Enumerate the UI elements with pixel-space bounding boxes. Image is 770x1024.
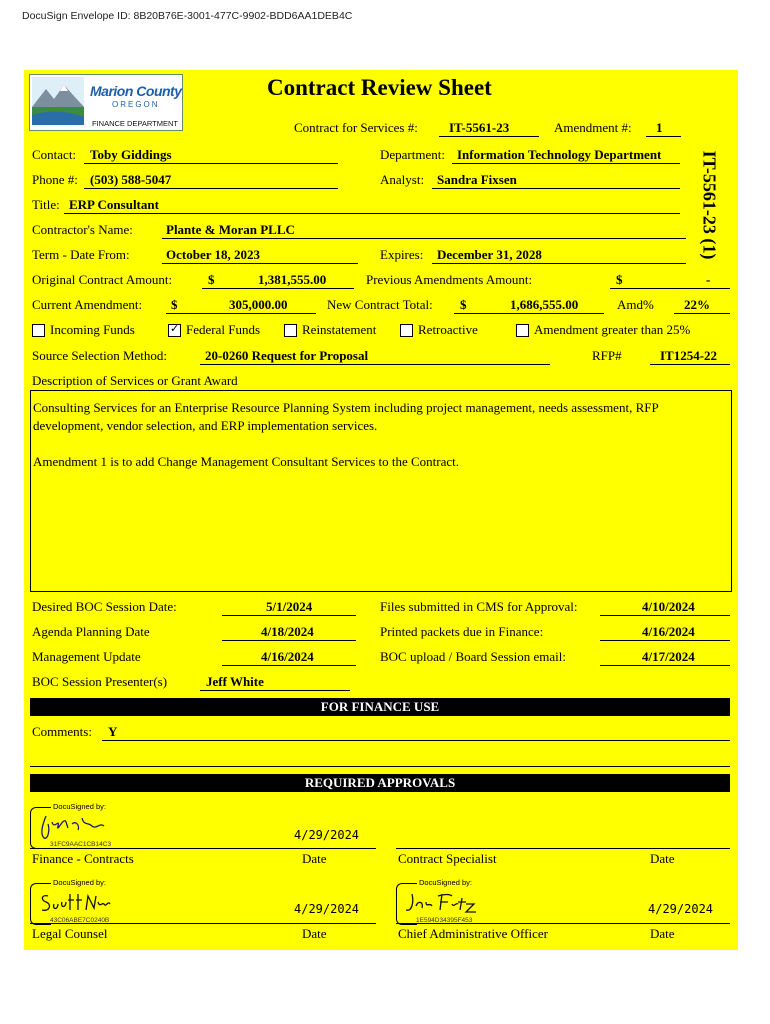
checkmark-icon: ✓ [170,323,180,335]
finance-signature-block [30,804,122,848]
source-selection-label: Source Selection Method: [32,348,168,363]
reinstatement-checkbox[interactable] [284,324,297,337]
new-total-value: 1,686,555.00 [510,297,579,312]
mountain-logo-icon [32,77,84,125]
title-label: Title: [32,197,60,212]
contract-specialist-date-label: Date [650,851,675,866]
amd-percent-value: 22% [684,297,710,312]
amendment-no-label: Amendment #: [554,120,632,135]
comments-value: Y [108,724,118,739]
contract-for-services-value: IT-5561-23 [449,120,510,135]
phone-value: (503) 588-5047 [90,172,172,187]
marion-county-logo [29,74,183,131]
source-selection-value: 20-0260 Request for Proposal [205,348,369,363]
reinstatement-label: Reinstatement [302,322,377,337]
new-total-currency: $ [460,297,467,312]
amendment-no-value: 1 [656,120,663,135]
signature-jeff-white [34,812,114,842]
boc-upload-value: 4/17/2024 [642,649,695,664]
finance-date-label: Date [302,851,327,866]
expires-value: December 31, 2028 [437,247,542,262]
legal-signature-hash: 43C06ABE7C0240B [50,917,110,924]
contact-label: Contact: [32,147,77,162]
docusigned-by-label: DocuSigned by: [419,878,472,887]
previous-amendments-label: Previous Amendments Amount: [366,272,533,287]
previous-amendments-value: - [706,272,711,287]
finance-signature-hash: 31FC9AAC1CB14C3 [50,841,112,848]
mgmt-update-label: Management Update [32,649,141,664]
finance-date-value: 4/29/2024 [294,828,360,842]
current-amendment-label: Current Amendment: [32,297,143,312]
phone-label: Phone #: [32,172,78,187]
previous-amendments-currency: $ [616,272,623,287]
files-cms-value: 4/10/2024 [642,599,695,614]
title-value: ERP Consultant [69,197,159,212]
department-label: Department: [380,147,445,162]
legal-counsel-label: Legal Counsel [32,926,108,941]
cao-signature-block [396,880,488,924]
contact-value: Toby Giddings [90,147,172,162]
finance-contracts-label: Finance - Contracts [32,851,134,866]
description-box [30,390,732,592]
docusigned-by-label: DocuSigned by: [53,878,106,887]
boc-upload-label: BOC upload / Board Session email: [380,649,566,664]
rfp-value: IT1254-22 [660,348,718,363]
agenda-value: 4/18/2024 [261,624,314,639]
original-amount-currency: $ [208,272,215,287]
legal-date-label: Date [302,926,327,941]
contract-review-sheet [24,70,738,950]
comments-label: Comments: [32,724,92,739]
side-contract-id: IT-5561-23 (1) [699,150,720,260]
retroactive-label: Retroactive [418,322,478,337]
incoming-funds-checkbox[interactable] [32,324,45,337]
signature-jan-fritz [400,888,480,918]
description-paragraph-2: Amendment 1 is to add Change Management Consultant Services to the Contract. [33,454,460,469]
description-paragraph-1: Consulting Services for an Enterprise Resource Planning System including project management, needs assessment, RFP development, vendor selection, and ERP implementation services. [33,400,659,433]
cao-date-value: 4/29/2024 [648,902,714,916]
incoming-funds-label: Incoming Funds [50,322,135,337]
files-cms-label: Files submitted in CMS for Approval: [380,599,578,614]
term-from-value: October 18, 2023 [166,247,260,262]
logo-department: FINANCE DEPARTMENT [92,119,178,128]
printed-value: 4/16/2024 [642,624,695,639]
cao-label: Chief Administrative Officer [398,926,548,941]
cao-date-label: Date [650,926,675,941]
cao-signature-hash: 1E594D34395F453 [416,917,473,924]
agenda-label: Agenda Planning Date [32,624,150,639]
legal-date-value: 4/29/2024 [294,902,360,916]
term-from-label: Term - Date From: [32,247,130,262]
expires-label: Expires: [380,247,424,262]
original-amount-label: Original Contract Amount: [32,272,173,287]
presenter-value: Jeff White [206,674,264,689]
current-amendment-value: 305,000.00 [229,297,288,312]
analyst-value: Sandra Fixsen [437,172,517,187]
printed-label: Printed packets due in Finance: [380,624,544,639]
amendment-over-25-label: Amendment greater than 25% [534,322,691,337]
desired-boc-value: 5/1/2024 [266,599,313,614]
current-amendment-currency: $ [171,297,178,312]
required-approvals-header: REQUIRED APPROVALS [30,774,730,792]
analyst-label: Analyst: [380,172,425,187]
contractor-label: Contractor's Name: [32,222,133,237]
mgmt-update-value: 4/16/2024 [261,649,314,664]
original-amount-value: 1,381,555.00 [258,272,327,287]
description-label: Description of Services or Grant Award [32,373,238,388]
new-total-label: New Contract Total: [327,297,433,312]
page-title: Contract Review Sheet [267,75,492,100]
docusigned-by-label: DocuSigned by: [53,802,106,811]
amendment-over-25-checkbox[interactable] [516,324,529,337]
rfp-label: RFP# [592,348,622,363]
envelope-id: DocuSign Envelope ID: 8B20B76E-3001-477C-9902-BDD6AA1DEB4C [22,10,353,22]
logo-state: OREGON [112,100,160,109]
amd-percent-label: Amd% [617,297,654,312]
legal-signature-block [30,880,122,924]
department-value: Information Technology Department [457,147,662,162]
contract-for-services-label: Contract for Services #: [294,120,418,135]
signature-scott-norris [34,888,114,918]
logo-county-name: Marion County [90,83,182,99]
contractor-value: Plante & Moran PLLC [166,222,295,237]
contract-specialist-label: Contract Specialist [398,851,497,866]
desired-boc-label: Desired BOC Session Date: [32,599,177,614]
retroactive-checkbox[interactable] [400,324,413,337]
finance-use-header: FOR FINANCE USE [30,698,730,716]
presenter-label: BOC Session Presenter(s) [32,674,168,689]
federal-funds-checkbox[interactable] [168,324,181,337]
federal-funds-label: Federal Funds [186,322,261,337]
